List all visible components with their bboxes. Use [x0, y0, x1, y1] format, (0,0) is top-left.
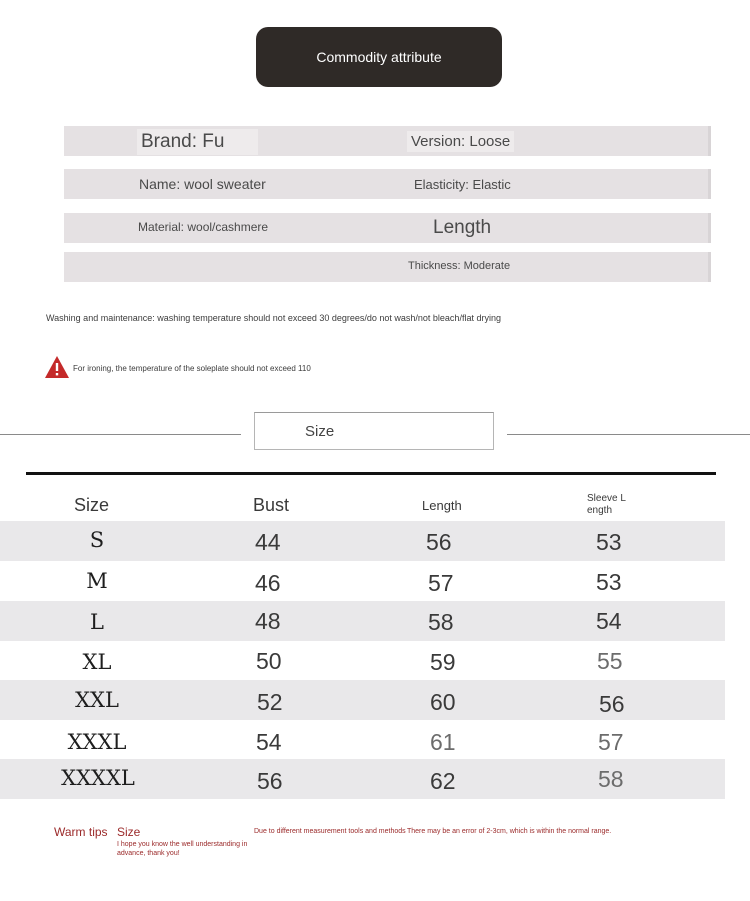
commodity-attribute-header [256, 27, 502, 87]
warm-tips-note: I hope you know the well understanding in advance, thank you! [117, 841, 248, 857]
length-cell: 57 [428, 570, 454, 596]
warm-tips-size-label: Size [117, 825, 141, 839]
sleeve-cell: 58 [598, 766, 624, 792]
column-header-size: Size [74, 495, 110, 515]
thickness-attribute: Thickness: Moderate [408, 260, 511, 272]
size-divider-left [0, 434, 241, 435]
bust-cell: 44 [255, 529, 281, 555]
size-cell: XXL [75, 688, 119, 712]
version-attribute: Version: Loose [407, 131, 514, 152]
sleeve-cell: 54 [596, 608, 622, 634]
length-cell: 60 [430, 689, 456, 715]
size-cell: XL [82, 650, 112, 674]
name-attribute: Name: wool sweater [139, 176, 266, 192]
size-cell: L [90, 610, 104, 634]
bust-cell: 46 [255, 570, 281, 596]
ironing-instructions: For ironing, the temperature of the soleplate should not exceed 110 [73, 364, 311, 373]
column-header-bust: Bust [253, 495, 290, 515]
size-cell: XXXL [67, 730, 127, 754]
size-cell: S [89, 528, 105, 552]
column-header-length: Length [422, 498, 462, 513]
column-header-sleeve-length: Sleeve L ength [587, 493, 626, 516]
header-title: Commodity attribute [316, 49, 442, 65]
sleeve-cell: 53 [596, 569, 622, 595]
table-top-rule [26, 472, 716, 475]
size-section-header [254, 412, 494, 450]
bust-cell: 52 [257, 689, 283, 715]
bust-cell: 54 [256, 729, 282, 755]
elasticity-attribute: Elasticity: Elastic [414, 177, 511, 192]
size-cell: XXXXL [61, 766, 135, 790]
size-divider-right [507, 434, 750, 435]
length-cell: 62 [430, 768, 456, 794]
measurement-method-note: Due to different measurement tools and methods [254, 828, 406, 835]
brand-attribute: Brand: Fu [137, 129, 258, 155]
material-attribute: Material: wool/cashmere [138, 220, 269, 234]
length-cell: 59 [430, 649, 456, 675]
measurement-error-note: There may be an error of 2-3cm, which is within the normal range. [407, 828, 612, 835]
sleeve-cell: 56 [599, 691, 625, 717]
bust-cell: 48 [255, 608, 281, 634]
size-cell: M [86, 569, 108, 593]
warm-tips-title: Warm tips [54, 825, 108, 839]
bust-cell: 50 [256, 648, 282, 674]
washing-instructions: Washing and maintenance: washing temperature should not exceed 30 degrees/do not wash/not bleach/flat drying [46, 313, 501, 323]
bust-cell: 56 [257, 768, 283, 794]
length-cell: 56 [426, 529, 452, 555]
sleeve-cell: 55 [597, 648, 623, 674]
sleeve-cell: 57 [598, 729, 624, 755]
attribute-row-4 [64, 252, 711, 282]
size-section-title: Size [305, 422, 335, 440]
length-cell: 58 [428, 609, 454, 635]
length-cell: 61 [430, 729, 456, 755]
sleeve-cell: 53 [596, 529, 622, 555]
warning-triangle-icon [44, 355, 70, 379]
length-attribute: Length [433, 217, 492, 238]
